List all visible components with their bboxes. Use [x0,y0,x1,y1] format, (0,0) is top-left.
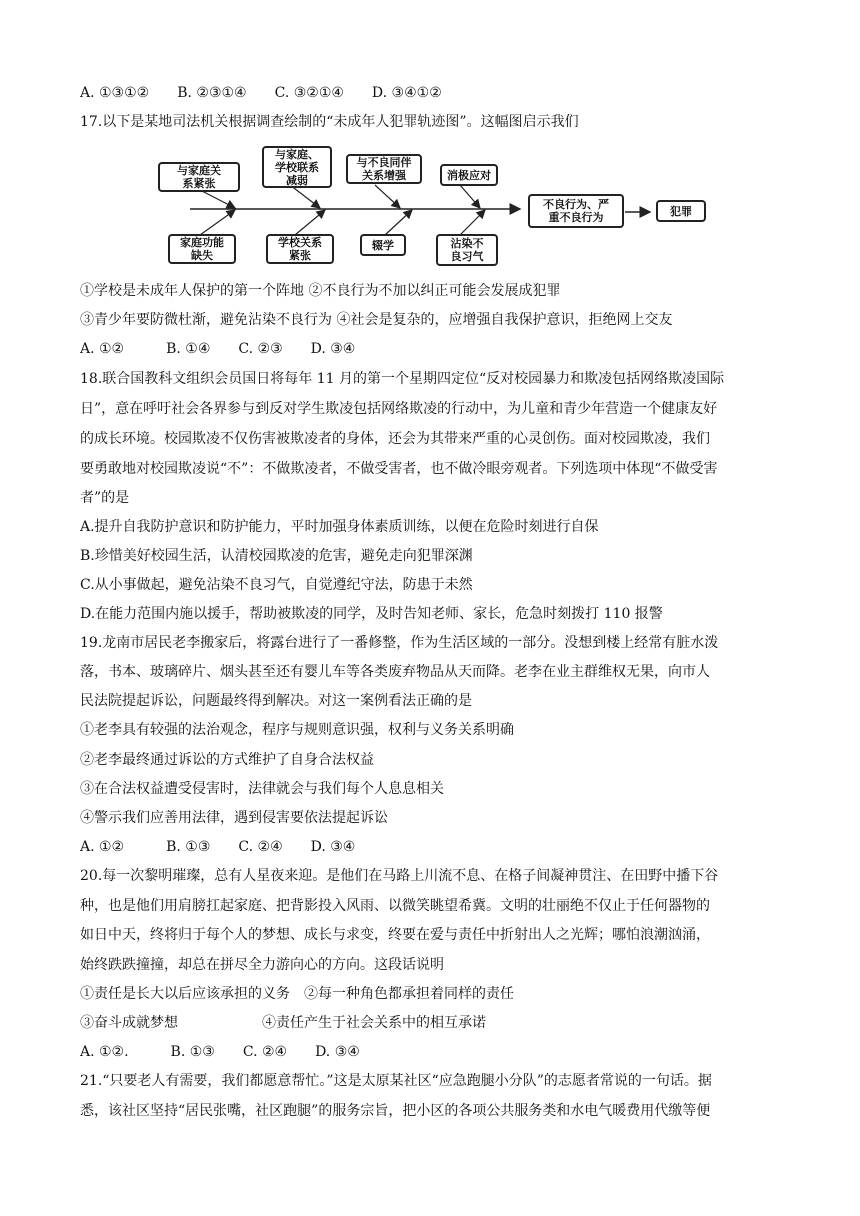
q19-item-2: ②老李最终通过诉讼的方式维护了自身合法权益 [80,752,374,768]
q18-stem-2: 日”，意在呼吁社会各界参与到反对学生欺凌包括网络欺凌的行动中，为儿童和青少年营造一个健康友好 [80,401,718,417]
q17-item-3-4: ③青少年要防微杜渐，避免沾染不良行为 ④社会是复杂的，应增强自我保护意识，拒绝网上交友 [80,312,673,328]
q17-item-1-2: ①学校是未成年人保护的第一个阵地 ②不良行为不加以纠正可能会发展成犯罪 [80,283,561,299]
box-crime: 犯罪 [656,200,706,222]
q21-stem-1: 21.“只要老人有需要，我们都愿意帮忙。”这是太原某社区“应急跑腿小分队”的志愿者常说的一句话。据 [80,1073,712,1089]
q18-option-c: C.从小事做起，避免沾染不良习气，自觉遵纪守法，防患于未然 [80,577,473,593]
arrow-bottom-4 [460,210,485,235]
q20-stem-1: 20.每一次黎明璀璨，总有人星夜来迎。是他们在马路上川流不息、在格子间凝神贯注、在田野中播下谷 [80,868,719,884]
q19-stem-1: 19.龙南市居民老李搬家后，将露台进行了一番修整，作为生活区域的一部分。没想到楼上经常有脏水泼 [80,635,719,651]
q18-stem-5: 者”的是 [80,490,130,506]
q18-option-b: B.珍惜美好校园生活，认清校园欺凌的危害，避免走向犯罪深渊 [80,548,473,564]
q18-stem-3: 的成长环境。校园欺凌不仅伤害被欺凌者的身体，还会为其带来严重的心灵创伤。面对校园欺凌，我们 [80,431,710,447]
box-dropout: 辍学 [360,234,406,256]
q16-options: A. ①③①② B. ②③①④ C. ③②①④ D. ③④①② [80,85,442,101]
box-bad-behavior: 不良行为、严 重不良行为 [528,194,624,228]
q18-option-a: A.提升自我防护意识和防护能力，平时加强身体素质训练，以便在危险时刻进行自保 [80,519,599,535]
arrow-bottom-1 [200,210,235,235]
arrow-top-4 [460,185,480,208]
q20-item-3-4: ③奋斗成就梦想 ④责任产生于社会关系中的相互承诺 [80,1015,486,1031]
q17-options: A. ①② B. ①④ C. ②③ D. ③④ [80,341,356,357]
q20-options: A. ①②. B. ①③ C. ②④ D. ③④ [80,1044,360,1060]
arrow-top-2 [290,185,320,208]
q18-stem-1: 18.联合国教科文组织会员国日将每年 11 月的第一个星期四定位“反对校园暴力和欺凌包括网络欺凌国际 [80,371,725,387]
q19-item-1: ①老李具有较强的法治观念，程序与规则意识强，权利与义务关系明确 [80,722,514,738]
arrow-bottom-2 [295,210,325,235]
q19-item-4: ④警示我们应善用法律，遇到侵害要依法提起诉讼 [80,810,388,826]
q20-stem-4: 始终跌跌撞撞，却总在拼尽全力游向心的方向。这段话说明 [80,957,444,973]
q17-stem: 17.以下是某地司法机关根据调查绘制的“未成年人犯罪轨迹图”。这幅图启示我们 [80,114,579,130]
arrow-bottom-3 [385,210,412,235]
box-school-tension: 学校关系 紧张 [266,234,334,264]
crime-trajectory-diagram [150,140,720,270]
arrow-top-1 [200,190,235,208]
q20-stem-2: 种，也是他们用肩膀扛起家庭、把背影投入风雨、以微笑眺望希冀。文明的壮丽绝不仅止于任何器物的 [80,898,710,914]
q21-stem-2: 悉，该社区坚持“居民张嘴，社区跑腿”的服务宗旨，把小区的各项公共服务类和水电气暖费用代缴等便 [80,1103,711,1119]
box-negative-coping: 消极应对 [440,164,498,186]
box-bad-habits: 沾染不 良习气 [436,234,498,266]
box-family-tension: 与家庭关 系紧张 [158,162,240,192]
arrow-top-3 [375,185,400,208]
q19-item-3: ③在合法权益遭受侵害时，法律就会与我们每个人息息相关 [80,781,444,797]
q19-stem-3: 民法院提起诉讼，问题最终得到解决。对这一案例看法正确的是 [80,693,472,709]
box-bad-peers: 与不良同伴 关系增强 [346,154,422,184]
q19-stem-2: 落，书本、玻璃碎片、烟头甚至还有婴儿车等各类废弃物品从天而降。老李在业主群维权无果，向市人 [80,664,710,680]
q20-stem-3: 如日中天，终将归于每个人的梦想、成长与求变，终要在爱与责任中折射出人之光辉；哪怕浪潮汹涌， [80,927,710,943]
box-family-school-weakened: 与家庭、 学校联系 减弱 [262,146,332,188]
box-family-function-missing: 家庭功能 缺失 [168,234,236,264]
q18-option-d: D.在能力范围内施以援手，帮助被欺凌的同学，及时告知老师、家长，危急时刻拨打 110 报警 [80,606,663,622]
q19-options: A. ①② B. ①③ C. ②④ D. ③④ [80,839,356,855]
q18-stem-4: 要勇敢地对校园欺凌说“不”：不做欺凌者，不做受害者，也不做冷眼旁观者。下列选项中体现“不做受害 [80,461,718,477]
q20-item-1-2: ①责任是长大以后应该承担的义务 ②每一种角色都承担着同样的责任 [80,986,514,1002]
